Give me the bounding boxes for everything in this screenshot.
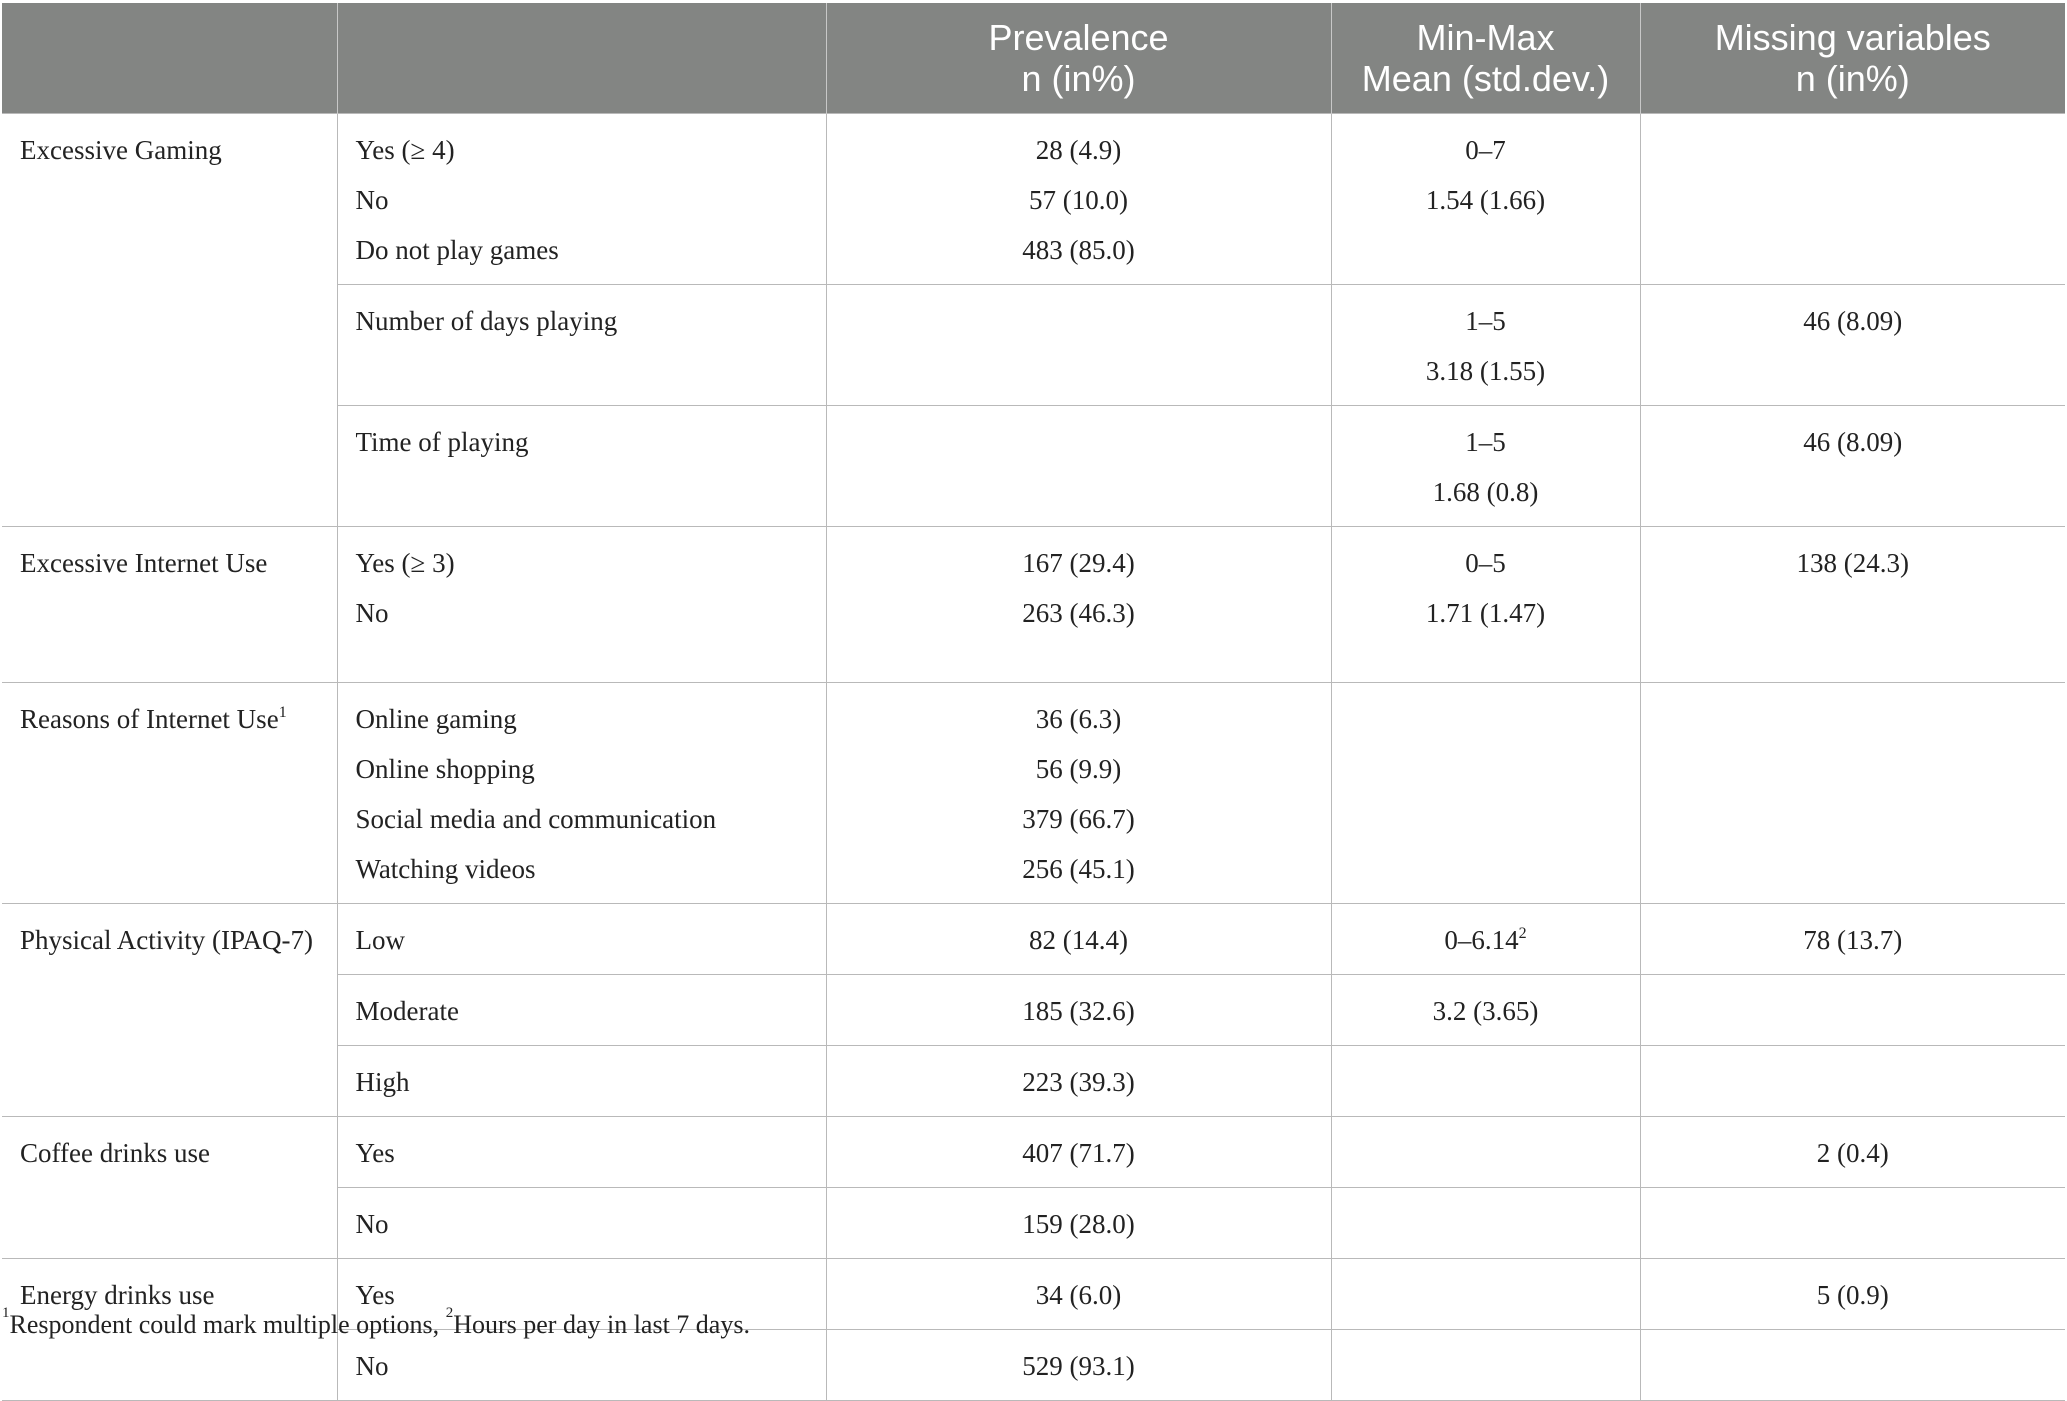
cell-missing — [1640, 1046, 2065, 1117]
cell-category — [337, 904, 826, 975]
cell-prevalence — [826, 975, 1331, 1046]
cell-minmax — [1331, 975, 1640, 1046]
header-prevalence-line2: n (in%) — [1021, 58, 1136, 99]
prevalence-value: 82 (14.4) — [1029, 925, 1128, 955]
footnote-marker: 1 — [2, 1305, 10, 1321]
cell-category — [337, 1188, 826, 1259]
prevalence-value: 36 (6.3) — [1035, 704, 1122, 734]
category-value: Low — [355, 925, 405, 955]
cell-prevalence — [826, 406, 1331, 527]
cell-missing — [1640, 527, 2065, 683]
cell-category — [337, 527, 826, 683]
cell-category — [337, 1046, 826, 1117]
mean-value: 1.54 (1.66) — [1425, 185, 1546, 215]
cell-prevalence — [826, 683, 1331, 904]
mean-value: 3.2 (3.65) — [1432, 996, 1539, 1026]
minmax-value: 1–5 — [1465, 306, 1506, 336]
category-value: Yes (≥ 3) — [355, 548, 455, 578]
missing-value: 2 (0.4) — [1816, 1138, 1889, 1168]
header-missing-line2: n (in%) — [1795, 58, 1910, 99]
cell-missing — [1640, 114, 2065, 285]
row-label-physical-activity: Physical Activity (IPAQ-7) — [2, 904, 337, 1117]
missing-value: 78 (13.7) — [1803, 925, 1903, 955]
cell-category — [337, 114, 826, 285]
category-value: Online shopping — [355, 754, 535, 784]
category-value: Watching videos — [355, 854, 536, 884]
minmax-value: 0–6.14 — [1444, 925, 1519, 955]
cell-minmax — [1331, 114, 1640, 285]
row-label-energy-drinks-use: Energy drinks use — [2, 1259, 337, 1401]
category-value: High — [355, 1067, 410, 1097]
footnote-text: Hours per day in last 7 days. — [453, 1310, 750, 1339]
category-value: Number of days playing — [355, 306, 618, 336]
cell-prevalence — [826, 1117, 1331, 1188]
header-missing — [1640, 3, 2065, 114]
cell-missing — [1640, 1259, 2065, 1330]
cell-prevalence — [826, 285, 1331, 406]
prevalence-value: 256 (45.1) — [1022, 854, 1135, 884]
cell-prevalence — [826, 1188, 1331, 1259]
category-value: Social media and communication — [355, 804, 717, 834]
header-minmax-line2: Mean (std.dev.) — [1361, 58, 1610, 99]
cell-category — [337, 975, 826, 1046]
header-prevalence-line1: Prevalence — [988, 17, 1169, 58]
footnote-marker: 2 — [445, 1305, 454, 1321]
table-row — [2, 527, 2065, 683]
results-table — [2, 3, 2065, 1401]
prevalence-value: 34 (6.0) — [1035, 1280, 1122, 1310]
cell-minmax — [1331, 1117, 1640, 1188]
data-table-container — [2, 3, 2065, 1401]
category-value: Yes (≥ 4) — [355, 135, 455, 165]
footnote-text: Respondent could mark multiple options, — [9, 1310, 446, 1339]
table-row — [2, 1117, 2065, 1188]
category-value: Moderate — [355, 996, 459, 1026]
minmax-value: 1–5 — [1465, 427, 1506, 457]
cell-category — [337, 1330, 826, 1401]
category-value: No — [355, 1351, 389, 1381]
missing-value: 46 (8.09) — [1803, 306, 1903, 336]
row-label-excessive-internet-use: Excessive Internet Use — [2, 527, 337, 683]
category-value: Yes — [355, 1138, 395, 1168]
prevalence-value: 57 (10.0) — [1029, 185, 1128, 215]
cell-missing — [1640, 406, 2065, 527]
cell-category — [337, 683, 826, 904]
cell-prevalence — [826, 527, 1331, 683]
cell-prevalence — [826, 114, 1331, 285]
cell-category — [337, 1117, 826, 1188]
cell-missing — [1640, 975, 2065, 1046]
mean-value: 3.18 (1.55) — [1425, 356, 1546, 386]
category-value: No — [355, 1209, 389, 1239]
cell-minmax — [1331, 1046, 1640, 1117]
cell-minmax — [1331, 406, 1640, 527]
cell-category — [337, 285, 826, 406]
mean-value: 1.71 (1.47) — [1425, 598, 1546, 628]
prevalence-value: 185 (32.6) — [1022, 996, 1135, 1026]
cell-missing — [1640, 904, 2065, 975]
cell-minmax — [1331, 1259, 1640, 1330]
prevalence-value: 167 (29.4) — [1022, 548, 1135, 578]
prevalence-value: 529 (93.1) — [1022, 1351, 1135, 1381]
prevalence-value: 379 (66.7) — [1022, 804, 1135, 834]
category-value: Yes — [355, 1280, 395, 1310]
prevalence-value: 159 (28.0) — [1022, 1209, 1135, 1239]
mean-value: 1.68 (0.8) — [1432, 477, 1539, 507]
header-variable — [2, 3, 337, 114]
cell-missing — [1640, 1188, 2065, 1259]
table-row — [2, 683, 2065, 904]
cell-minmax — [1331, 1330, 1640, 1401]
category-value: Time of playing — [355, 427, 529, 457]
cell-prevalence — [826, 1330, 1331, 1401]
header-missing-line1: Missing variables — [1714, 17, 1991, 58]
category-value: Do not play games — [355, 235, 559, 265]
cell-minmax — [1331, 904, 1640, 975]
cell-missing — [1640, 1330, 2065, 1401]
prevalence-value: 407 (71.7) — [1022, 1138, 1135, 1168]
cell-missing — [1640, 285, 2065, 406]
row-label-excessive-gaming: Excessive Gaming — [2, 114, 337, 527]
prevalence-value: 483 (85.0) — [1022, 235, 1135, 265]
cell-minmax — [1331, 527, 1640, 683]
cell-prevalence — [826, 1046, 1331, 1117]
prevalence-value: 28 (4.9) — [1035, 135, 1122, 165]
footnote-marker: 2 — [1518, 925, 1527, 942]
cell-prevalence — [826, 1259, 1331, 1330]
minmax-value: 0–5 — [1465, 548, 1506, 578]
table-row — [2, 114, 2065, 285]
missing-value: 5 (0.9) — [1816, 1280, 1889, 1310]
missing-value: 138 (24.3) — [1796, 548, 1909, 578]
prevalence-value: 263 (46.3) — [1022, 598, 1135, 628]
row-label-coffee-drinks-use: Coffee drinks use — [2, 1117, 337, 1259]
cell-category — [337, 406, 826, 527]
cell-prevalence — [826, 904, 1331, 975]
category-value: No — [355, 185, 389, 215]
cell-missing — [1640, 1117, 2065, 1188]
category-value: No — [355, 598, 389, 628]
header-minmax-line1: Min-Max — [1416, 17, 1555, 58]
missing-value: 46 (8.09) — [1803, 427, 1903, 457]
minmax-value: 0–7 — [1465, 135, 1506, 165]
category-value: Online gaming — [355, 704, 517, 734]
table-header — [2, 3, 2065, 114]
prevalence-value: 223 (39.3) — [1022, 1067, 1135, 1097]
prevalence-value: 56 (9.9) — [1035, 754, 1122, 784]
cell-minmax — [1331, 683, 1640, 904]
header-category — [337, 3, 826, 114]
header-prevalence — [826, 3, 1331, 114]
row-label-reasons-of-internet-use: Reasons of Internet Use$^1$ — [2, 683, 337, 904]
cell-minmax — [1331, 285, 1640, 406]
table-row — [2, 904, 2065, 975]
cell-minmax — [1331, 1188, 1640, 1259]
header-minmax — [1331, 3, 1640, 114]
footnote-marker: 1 — [278, 704, 287, 721]
table-footnote — [2, 1305, 750, 1340]
cell-missing — [1640, 683, 2065, 904]
